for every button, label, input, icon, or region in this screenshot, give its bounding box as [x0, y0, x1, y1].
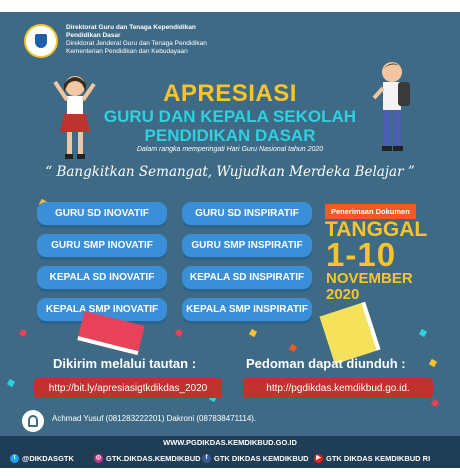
category-kepala-smp-inovatif: KEPALA SMP INOVATIF	[37, 298, 167, 321]
header-line: Direktorat Jenderal Guru dan Tenaga Pendidikan	[66, 40, 207, 47]
main-title: APRESIASI	[163, 80, 297, 107]
instagram-handle[interactable]	[94, 454, 201, 463]
category-guru-smp-inovatif: GURU SMP INOVATIF	[37, 234, 167, 257]
twitter-handle[interactable]	[10, 454, 74, 463]
youtube-handle[interactable]	[314, 454, 430, 463]
confetti-decoration	[419, 329, 427, 337]
top-border	[0, 0, 460, 12]
bottom-border	[0, 468, 460, 476]
category-kepala-sd-inovatif: KEPALA SD INOVATIF	[37, 266, 167, 289]
website-url[interactable]: WWW.PGDIKDAS.KEMDIKBUD.GO.ID	[163, 438, 297, 447]
category-guru-sd-inovatif: GURU SD INOVATIF	[37, 202, 167, 225]
confetti-decoration	[289, 344, 297, 352]
guide-link[interactable]: http://pgdikdas.kemdikbud.go.id.	[243, 378, 433, 398]
header-line: Kementerian Pendidikan dan Kebudayaan	[66, 48, 188, 55]
twitter-icon: t	[10, 454, 19, 463]
facebook-text: GTK DIKDAS KEMDIKBUD	[214, 454, 309, 463]
category-guru-sd-inspiratif: GURU SD INSPIRATIF	[182, 202, 312, 225]
confetti-decoration	[429, 359, 437, 367]
category-kepala-sd-inspiratif: KEPALA SD INSPIRATIF	[182, 266, 312, 289]
deadline-label: TANGGAL	[325, 218, 428, 241]
category-guru-smp-inspiratif: GURU SMP INSPIRATIF	[182, 234, 312, 257]
youtube-text: GTK DIKDAS KEMDIKBUD RI	[326, 454, 431, 463]
submit-link[interactable]: http://bit.ly/apresiasigtkdikdas_2020	[34, 378, 222, 398]
confetti-decoration	[19, 329, 27, 337]
headset-icon	[22, 410, 44, 432]
twitter-text: @DIKDASGTK	[22, 454, 74, 463]
subtitle: Dalam rangka memperingati Hari Guru Nasional tahun 2020	[136, 146, 324, 153]
facebook-handle[interactable]	[202, 454, 309, 463]
book-illustration	[319, 302, 380, 364]
header-line: Pendidikan Dasar	[66, 32, 121, 39]
document-intake-tag: Penerimaan Dokumen	[325, 204, 416, 219]
confetti-decoration	[175, 329, 183, 337]
instagram-icon: ◎	[95, 455, 102, 461]
confetti-decoration	[249, 329, 257, 337]
deadline-year: 2020	[326, 286, 360, 303]
guide-label: Pedoman dapat diunduh :	[246, 356, 406, 371]
title-line-3: PENDIDIKAN DASAR	[144, 126, 316, 145]
confetti-decoration	[431, 399, 439, 407]
title-line-2: GURU DAN KEPALA SEKOLAH	[103, 107, 357, 126]
deadline-month: NOVEMBER	[326, 270, 413, 287]
deadline-dates: 1-10	[326, 236, 397, 273]
header-line: Direktorat Guru dan Tenaga Kependidikan	[66, 24, 196, 31]
youtube-icon: ▶	[314, 454, 323, 463]
header-text	[66, 24, 266, 56]
submit-label: Dikirim melalui tautan :	[53, 356, 197, 371]
contact-info: Achmad Yusuf (081283222201) Dakroni (087838471114).	[52, 414, 257, 423]
tagline-quote: “ Bangkitkan Semangat, Wujudkan Merdeka Belajar ”	[45, 164, 415, 180]
facebook-icon: f	[202, 454, 211, 463]
category-kepala-smp-inspiratif: KEPALA SMP INSPIRATIF	[182, 298, 312, 321]
confetti-decoration	[7, 379, 15, 387]
instagram-text: GTK.DIKDAS.KEMDIKBUD	[106, 454, 201, 463]
tut-wuri-logo	[24, 24, 58, 58]
